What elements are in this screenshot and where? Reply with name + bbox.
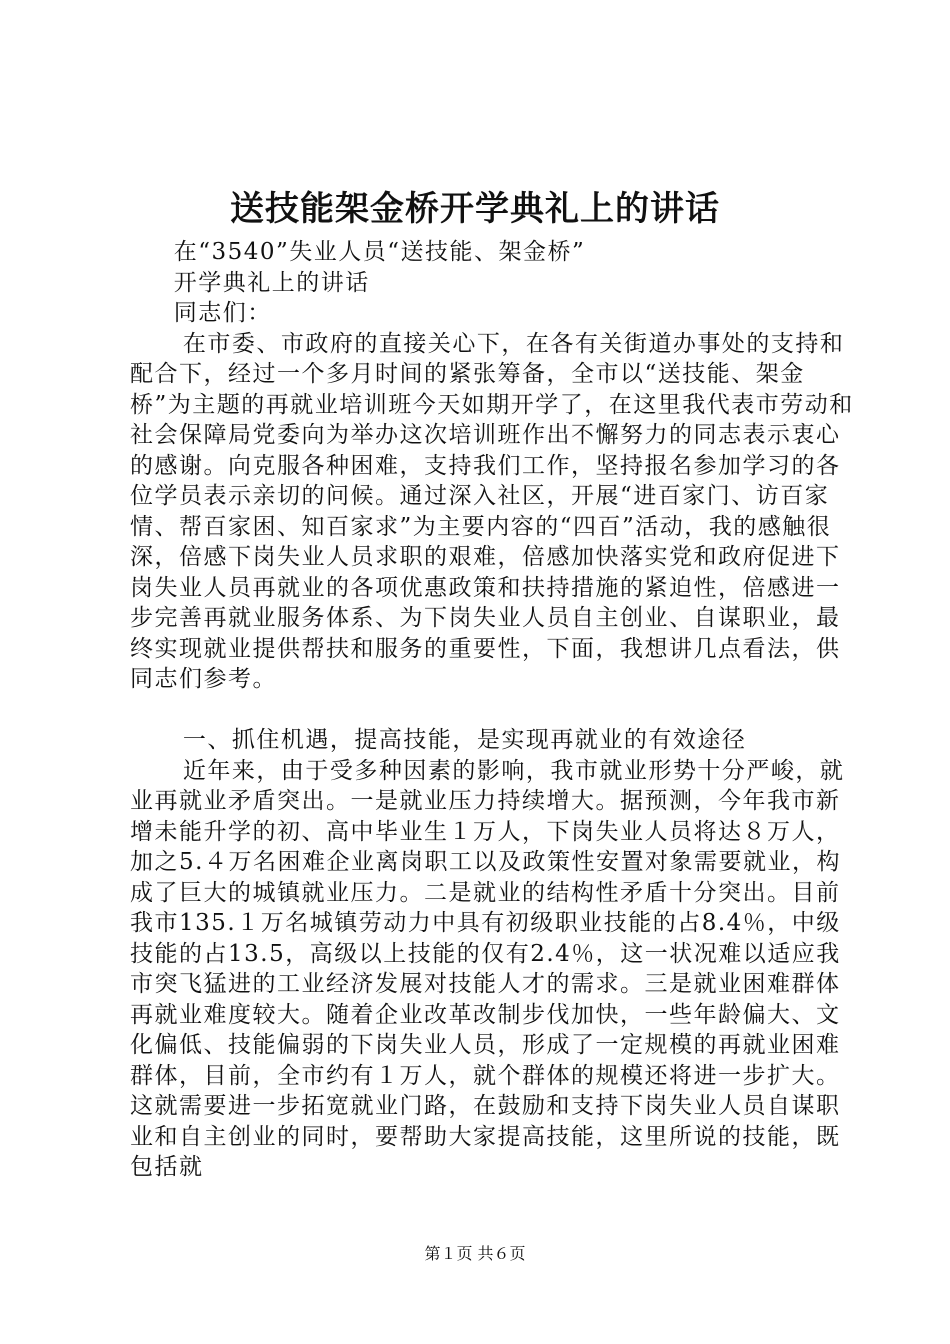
paragraph-intro: 在市委、市政府的直接关心下，在各有关街道办事处的支持和配合下，经过一个多月时间的紧张筹备，全市以“送技能、架金桥”为主题的再就业培训班今天如期开学了，在这里我代表市劳动和社会保障局党委向为举办这次培训班作出不懈努力的同志表示衷心的感谢。向克服各种困难，支持我们工作，坚持报名参加学习的各位学员表示亲切的问候。通过深入社区，开展“进百家门、访百家情、帮百家困、知百家求”为主要内容的“四百”活动，我的感触很深，倍感下岗失业人员求职的艰难，倍感加快落实党和政府促进下岗失业人员再就业的各项优惠政策和扶持措施的紧迫性，倍感进一步完善再就业服务体系、为下岗失业人员自主创业、自谋职业，最终实现就业提供帮扶和服务的重要性，下面，我想讲几点看法，供同志们参考。 xyxy=(130,330,854,692)
document-body xyxy=(130,237,855,1183)
salutation: 同志们： xyxy=(173,300,272,326)
paragraph-section-1: 近年来，由于受多种因素的影响，我市就业形势十分严峻，就业再就业矛盾突出。一是就业压力持续增大。据预测，今年我市新增未能升学的初、高中毕业生１万人，下岗失业人员将达８万人，加之5.４万名困难企业离岗职工以及政策性安置对象需要就业，构成了巨大的城镇就业压力。二是就业的结构性矛盾十分突出。目前我市135.１万名城镇劳动力中具有初级职业技能的占8.4％，中级技能的占13.5，高级以上技能的仅有2.4％，这一状况难以适应我市突飞猛进的工业经济发展对技能人才的需求。三是就业困难群体再就业难度较大。随着企业改革改制步伐加快，一些年龄偏大、文化偏低、技能偏弱的下岗失业人员，形成了一定规模的再就业困难群体，目前，全市约有１万人，就个群体的规模还将进一步扩大。这就需要进一步拓宽就业门路，在鼓励和支持下岗失业人员自谋职业和自主创业的同时，要帮助大家提高技能，这里所说的技能，既包括就 xyxy=(130,757,845,1180)
subtitle-line-1: 在“3540”失业人员“送技能、架金桥” xyxy=(173,239,586,265)
section-heading-1: 一、抓住机遇，提高技能，是实现再就业的有效途径 xyxy=(182,727,747,753)
paragraph-spacer xyxy=(130,695,855,726)
page-footer: 第１页 共６页 xyxy=(424,1244,526,1263)
subtitle-line-2: 开学典礼上的讲话 xyxy=(173,269,370,296)
document-title: 送技能架金桥开学典礼上的讲话 xyxy=(230,189,720,229)
